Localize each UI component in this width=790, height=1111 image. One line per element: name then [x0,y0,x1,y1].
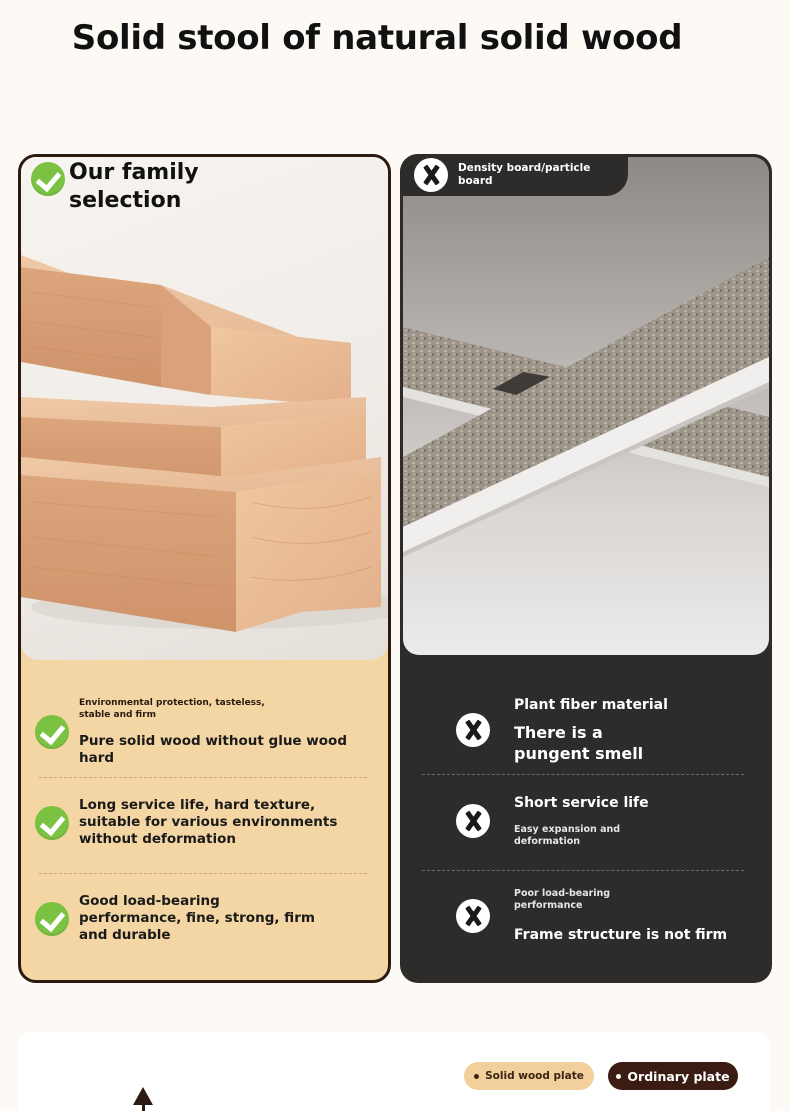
x-icon [414,158,448,192]
particle-board-drawback-3 [456,888,756,944]
particle-board-illustration [403,157,769,655]
wood-blocks-illustration [21,157,388,660]
comparison-chart-panel [18,1032,770,1111]
x-icon [456,804,490,838]
particle-board-tag-text: Density board/particle board [458,162,591,187]
check-icon [35,715,69,749]
page-title: Solid stool of natural solid wood [71,18,683,58]
benefit-text: Good load-bearing performance, fine, strong, firm and durable [79,893,315,943]
check-icon [35,902,69,936]
divider [422,870,744,871]
x-icon [456,899,490,933]
solid-wood-heading [31,159,239,215]
solid-wood-benefit-2 [35,797,375,848]
particle-board-drawback-2 [456,794,756,848]
solid-wood-benefit-3 [35,893,375,944]
solid-wood-benefit-1 [35,697,375,767]
legend-solid-wood [464,1062,594,1090]
drawback-title: Short service life [514,795,649,811]
benefit-text: Pure solid wood without glue wood hard [79,733,347,766]
legend-dot [616,1074,621,1079]
benefit-text: Long service life, hard texture, suitable for various environments without deformation [79,797,338,847]
drawback-title: Plant fiber material [514,697,668,713]
check-icon [31,162,65,196]
check-icon [35,806,69,840]
particle-board-card [400,154,772,983]
legend-ordinary-label: Ordinary plate [627,1068,730,1084]
divider [422,774,744,775]
drawback-text: Easy expansion and deformation [514,824,621,847]
axis-arrow-icon [133,1087,153,1105]
drawback-text: There is a pungent smell [514,723,644,763]
legend-dot [474,1074,479,1079]
legend-solid-label: Solid wood plate [485,1070,584,1082]
divider [39,777,367,778]
particle-board-drawback-1 [456,696,756,764]
solid-wood-photo [21,157,388,660]
solid-wood-heading-text: Our family selection [69,160,199,213]
drawback-subtitle: Poor load-bearing performance [514,888,611,911]
axis-line [142,1104,145,1111]
benefit-subtitle: Environmental protection, tasteless, stable and firm [79,698,265,720]
particle-board-photo [403,157,769,655]
drawback-text: Frame structure is not firm [514,927,728,943]
divider [39,873,367,874]
solid-wood-card [18,154,391,983]
particle-board-tag [400,154,628,196]
legend-ordinary-plate [608,1062,738,1090]
x-icon [456,713,490,747]
